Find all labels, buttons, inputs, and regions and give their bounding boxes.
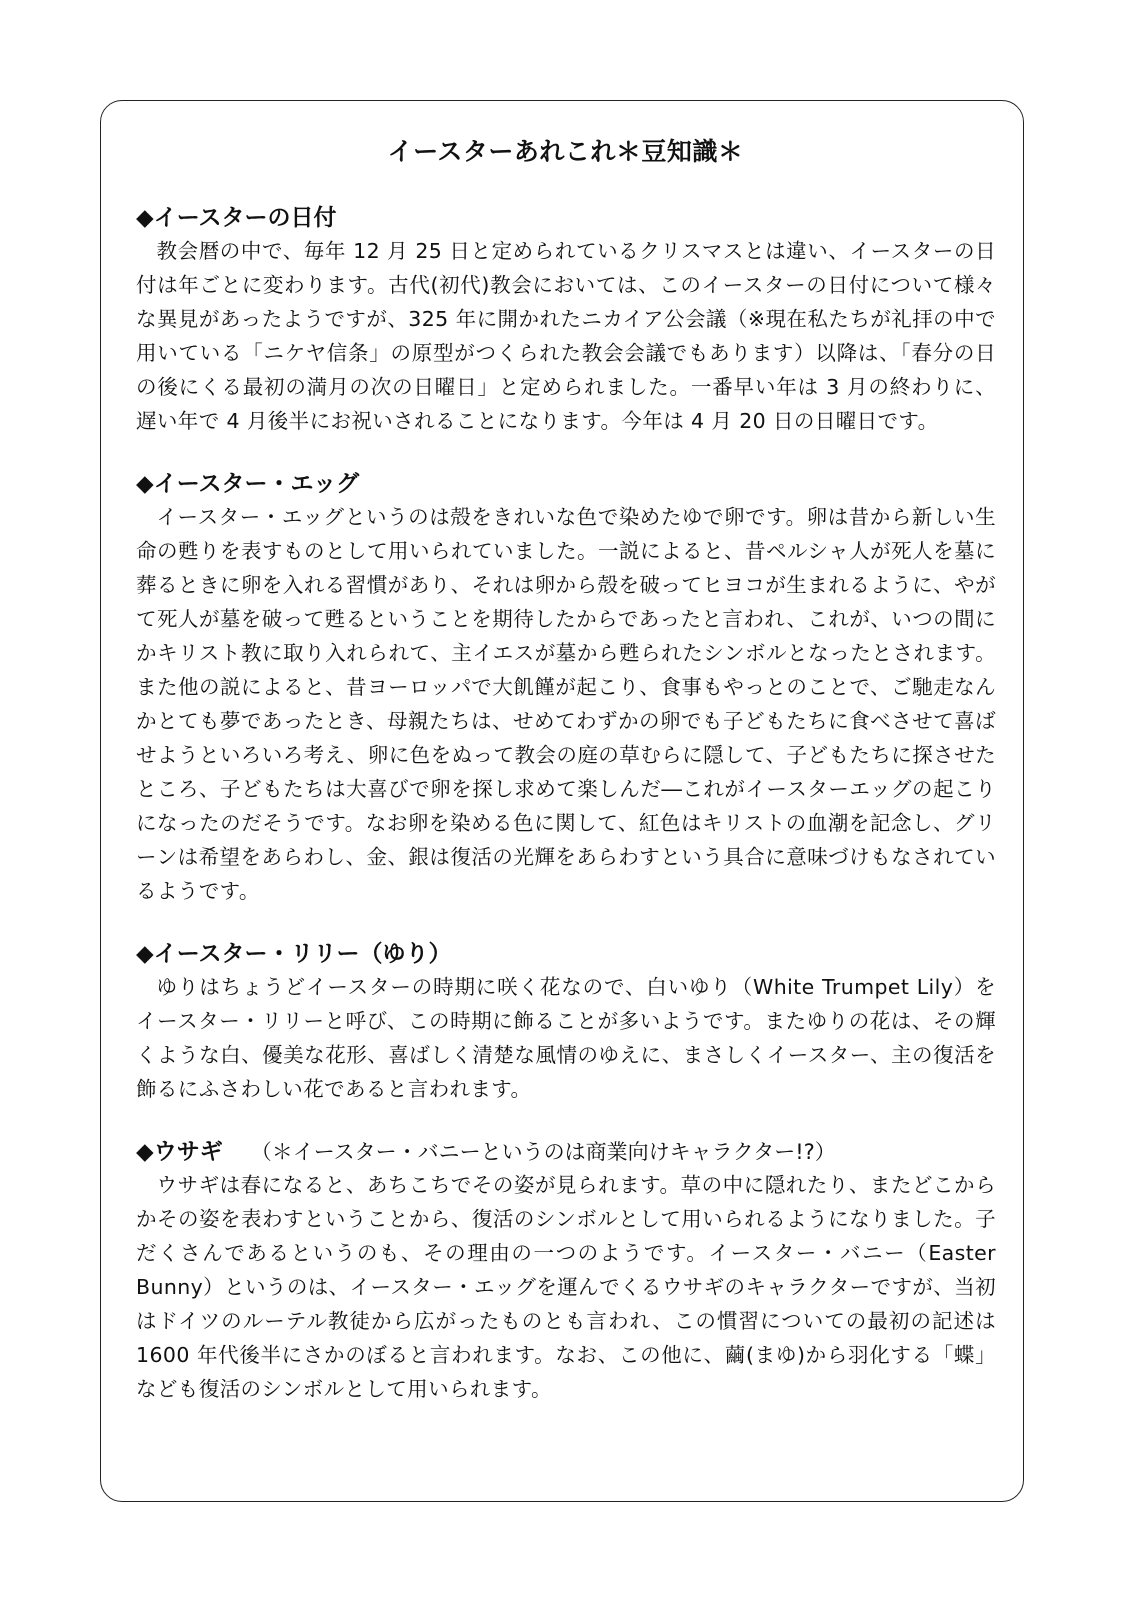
section-paragraph: 教会暦の中で、毎年 12 月 25 日と定められているクリスマスとは違い、イースターの日付は年ごとに変わります。古代(初代)教会においては、このイースターの日付について様々な異見があったようですが、325 年に開かれたニカイア公会議（※現在私たちが礼拝の中で用いている「ニケヤ信条」の原型がつくられた教会会議でもあります）以降は、「春分の日の後にくる最初の満月の次の日曜日」と定められました。一番早い年は 3 月の終わりに、遅い年で 4 月後半にお祝いされることになります。今年は 4 月 20 日の日曜日です。 — [136, 239, 996, 433]
section-heading-text: ◆ウサギ — [136, 1139, 223, 1165]
section-heading — [136, 202, 996, 234]
section-paragraph: ウサギは春になると、あちこちでその姿が見られます。草の中に隠れたり、またどこからかその姿を表わすということから、復活のシンボルとして用いられるようになりました。子だくさんであるというのも、その理由の一つのようです。イースター・バニー（Easter Bunny）というのは、イースター・エッグを運んでくるウサギのキャラクターですが、当初はドイツのルーテル教徒から広がったものとも言われ、この慣習についての最初の記述は 1600 年代後半にさかのぼると言われます。なお、この他に、繭(まゆ)から羽化する「蝶」なども復活のシンボルとして用いられます。 — [136, 1173, 996, 1401]
section-heading — [136, 1136, 996, 1168]
section-heading-note: （＊イースター・バニーというのは商業向けキャラクター!?） — [250, 1140, 836, 1164]
page-title: イースターあれこれ＊豆知識＊ — [387, 137, 744, 166]
section-heading — [136, 468, 996, 500]
section-easter-egg — [136, 468, 996, 908]
section-rabbit — [136, 1136, 996, 1406]
section-heading-text: ◆イースターの日付 — [136, 205, 337, 231]
document-body — [136, 202, 996, 1436]
section-easter-lily — [136, 938, 996, 1106]
section-paragraph: ゆりはちょうどイースターの時期に咲く花なので、白いゆり（White Trumpet Lily）をイースター・リリーと呼び、この時期に飾ることが多いようです。またゆりの花は、その輝くような白、優美な花形、喜ばしく清楚な風情のゆえに、まさしくイースター、主の復活を飾るにふさわしい花であると言われます。 — [136, 975, 996, 1101]
section-paragraph: イースター・エッグというのは殻をきれいな色で染めたゆで卵です。卵は昔から新しい生命の甦りを表すものとして用いられていました。一説によると、昔ペルシャ人が死人を墓に葬るときに卵を入れる習慣があり、それは卵から殻を破ってヒヨコが生まれるように、やがて死人が墓を破って甦るということを期待したからであったと言われ、これが、いつの間にかキリスト教に取り入れられて、主イエスが墓から甦られたシンボルとなったとされます。また他の説によると、昔ヨーロッパで大飢饉が起こり、食事もやっとのことで、ご馳走なんかとても夢であったとき、母親たちは、せめてわずかの卵でも子どもたちに食べさせて喜ばせようといろいろ考え、卵に色をぬって教会の庭の草むらに隠して、子どもたちに探させたところ、子どもたちは大喜びで卵を探し求めて楽しんだ―これがイースターエッグの起こりになったのだそうです。なお卵を染める色に関して、紅色はキリストの血潮を記念し、グリーンは希望をあらわし、金、銀は復活の光輝をあらわすという具合に意味づけもなされているようです。 — [136, 505, 996, 903]
section-heading-text: ◆イースター・エッグ — [136, 471, 360, 497]
section-easter-date — [136, 202, 996, 438]
section-heading — [136, 938, 996, 970]
section-heading-text: ◆イースター・リリー（ゆり） — [136, 941, 452, 967]
